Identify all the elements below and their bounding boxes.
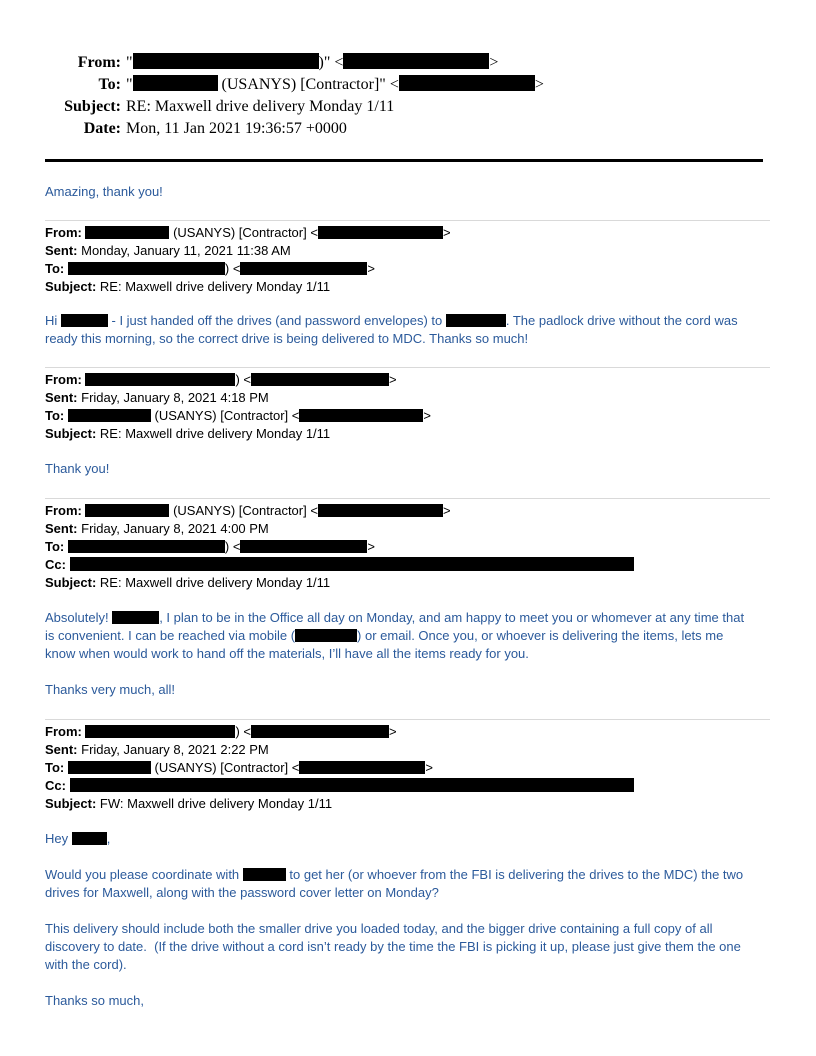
redacted-name (85, 226, 169, 239)
redacted-name (85, 725, 235, 738)
from-label: From: (77, 54, 121, 71)
redacted-email (240, 262, 367, 275)
to-line: To: ) < > (45, 539, 376, 554)
to-label: To: (98, 76, 121, 93)
subject-value: RE: Maxwell drive delivery Monday 1/11 (126, 98, 395, 115)
greeting-line: Hey , (45, 831, 111, 846)
date-value: Mon, 11 Jan 2021 19:36:57 +0000 (126, 120, 347, 137)
redacted-email (318, 504, 443, 517)
cc-line: Cc: (45, 777, 771, 795)
redacted-email (251, 373, 389, 386)
header-divider-rule (45, 159, 763, 162)
quote-divider (45, 498, 770, 499)
redacted-name (68, 761, 151, 774)
quoted-body-4-paragraph-2 (45, 920, 771, 974)
header-from-line (45, 52, 771, 74)
redacted-email (240, 540, 367, 553)
redacted-name (68, 262, 225, 275)
to-line: To: (USANYS) [Contractor] < > (45, 760, 433, 775)
closing-line: Thanks so much, (45, 993, 144, 1008)
redacted-name (243, 868, 286, 881)
body-line: know when would work to hand off the materials, I’ll have all the items ready for you. (45, 646, 529, 661)
body-line: Hi - I just handed off the drives (and password envelopes) to . The padlock drive without the cord was (45, 313, 738, 328)
redacted-cc-recipients (70, 778, 634, 792)
redacted-name (85, 504, 169, 517)
redacted-name (112, 611, 159, 624)
body-line: ready this morning, so the correct drive is being delivered to MDC. Thanks so much! (45, 331, 529, 346)
date-label: Date: (83, 120, 121, 137)
header-date-line (45, 118, 771, 140)
redacted-sender-email (343, 53, 489, 69)
quoted-header-2 (45, 371, 771, 443)
message-header (45, 52, 771, 140)
quoted-body-1 (45, 312, 771, 348)
quote-divider (45, 367, 770, 368)
from-line: From: (USANYS) [Contractor] < > (45, 225, 451, 240)
to-value: " (USANYS) [Contractor]" < > (126, 76, 544, 93)
subject-line: Subject: RE: Maxwell drive delivery Monday 1/11 (45, 279, 331, 294)
body-line: with the cord). (45, 957, 127, 972)
quoted-header-4 (45, 723, 771, 813)
body-line: is convenient. I can be reached via mobile ( ) or email. Once you, or whoever is delivering the items, lets me (45, 628, 724, 643)
body-line: drives for Maxwell, along with the password cover letter on Monday? (45, 885, 439, 900)
subject-line: Subject: FW: Maxwell drive delivery Monday 1/11 (45, 796, 333, 811)
redacted-sender-name (133, 53, 319, 69)
sent-line: Sent: Monday, January 11, 2021 11:38 AM (45, 243, 291, 258)
redacted-name (85, 373, 235, 386)
body-line: Absolutely! , I plan to be in the Office all day on Monday, and am happy to meet you or whomever at any time that (45, 610, 745, 625)
redacted-email (299, 761, 425, 774)
quoted-body-3 (45, 609, 771, 663)
quoted-header-3 (45, 502, 771, 592)
redacted-name (61, 314, 108, 327)
sent-line: Sent: Friday, January 8, 2021 4:18 PM (45, 390, 269, 405)
closing-line: Thanks very much, all! (45, 682, 176, 697)
quoted-body-4-paragraph-1 (45, 866, 771, 902)
redacted-recipient-name (133, 75, 218, 91)
subject-line: Subject: RE: Maxwell drive delivery Monday 1/11 (45, 426, 331, 441)
to-line: To: ) < > (45, 261, 376, 276)
redacted-name (72, 832, 107, 845)
to-line: To: (USANYS) [Contractor] < > (45, 408, 431, 423)
subject-line: Subject: RE: Maxwell drive delivery Monday 1/11 (45, 575, 331, 590)
sent-line: Sent: Friday, January 8, 2021 2:22 PM (45, 742, 269, 757)
header-to-line (45, 74, 771, 96)
redacted-name (68, 540, 225, 553)
from-line: From: ) < > (45, 372, 397, 387)
body-line: Would you please coordinate with to get her (or whoever from the FBI is delivering the drives to the MDC) the two (45, 867, 744, 882)
from-line: From: (USANYS) [Contractor] < > (45, 503, 451, 518)
redacted-email (251, 725, 389, 738)
body-line: This delivery should include both the smaller drive you loaded today, and the bigger drive containing a full copy of all (45, 921, 713, 936)
redacted-cc-recipients (70, 557, 634, 571)
redacted-email (318, 226, 443, 239)
body-line: Thank you! (45, 461, 110, 476)
quote-divider (45, 719, 770, 720)
quoted-body-2 (45, 460, 771, 478)
redacted-name (68, 409, 151, 422)
from-value: " )" < > (126, 54, 499, 71)
header-subject-line (45, 96, 771, 118)
cc-line: Cc: (45, 556, 771, 574)
body-line: discovery to date. (If the drive without a cord isn’t ready by the time the FBI is picking it up, please just give them the one (45, 939, 741, 954)
redacted-email (299, 409, 423, 422)
redacted-phone-number (295, 629, 357, 642)
subject-label: Subject: (64, 98, 121, 115)
intro-message-text: Amazing, thank you! (45, 184, 163, 199)
redacted-name (446, 314, 506, 327)
redacted-recipient-email (399, 75, 535, 91)
quote-divider (45, 220, 770, 221)
quoted-header-1 (45, 224, 771, 296)
from-line: From: ) < > (45, 724, 397, 739)
sent-line: Sent: Friday, January 8, 2021 4:00 PM (45, 521, 269, 536)
